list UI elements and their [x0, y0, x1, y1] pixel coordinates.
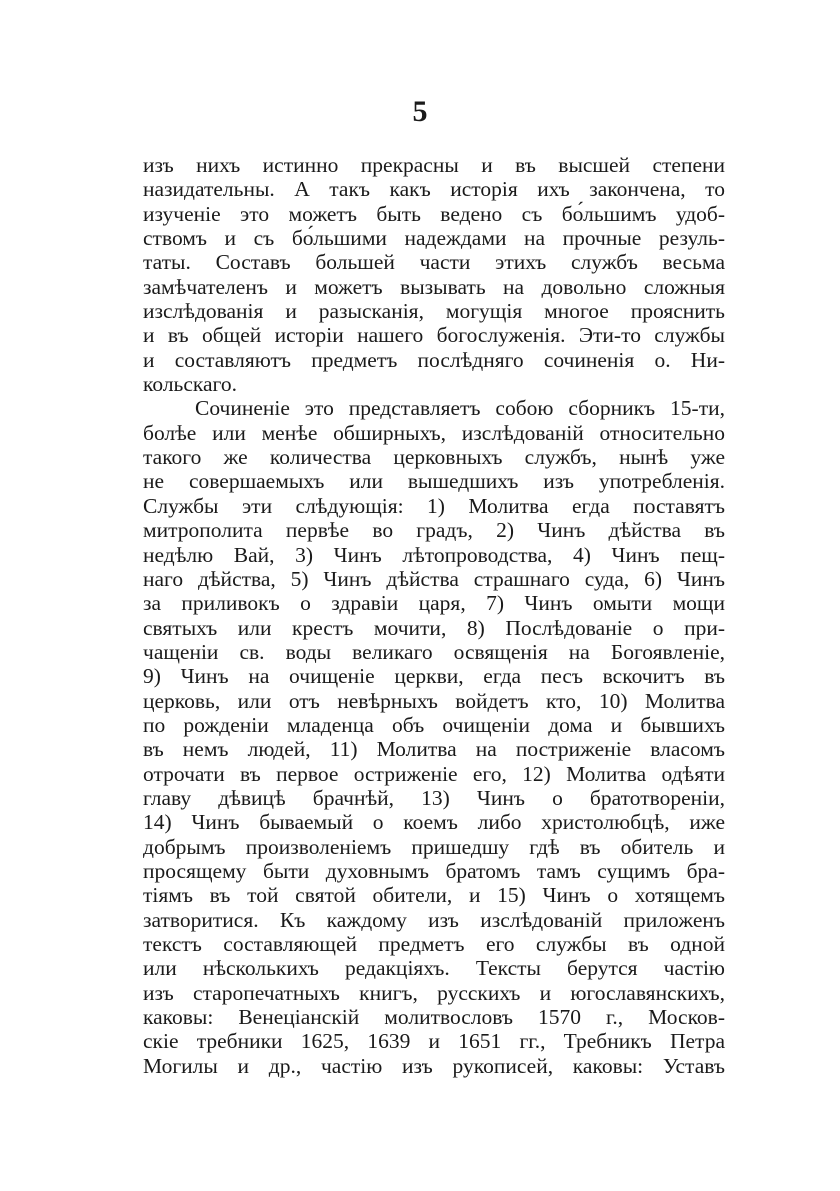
text-line: наго дѣйства, 5) Чинъ дѣйства страшнаго суда, 6) Чинъ	[143, 566, 725, 591]
text-line: по рожденіи младенца объ очищеніи дома и бывшихъ	[143, 712, 725, 737]
text-line: болѣе или менѣе обширныхъ, изслѣдованій относительно	[143, 420, 725, 445]
text-line: такого же количества церковныхъ службъ, нынѣ уже	[143, 445, 725, 470]
text-line: церковь, или отъ невѣрныхъ войдетъ кто, 10) Молитва	[143, 688, 725, 713]
text-line: 9) Чинъ на очищеніе церкви, егда песъ вскочитъ въ	[143, 664, 725, 689]
text-line: и въ общей исторіи нашего богослуженія. Эти-то службы	[143, 323, 725, 348]
text-line: замѣчателенъ и можетъ вызывать на довольно сложныя	[143, 274, 725, 299]
text-line: назидательны. А такъ какъ исторія ихъ закончена, то	[143, 177, 725, 202]
text-line: каковы: Венеціанскій молитвословъ 1570 г., Москов-	[143, 1005, 725, 1030]
paragraph	[143, 153, 725, 396]
text-line: скіе требники 1625, 1639 и 1651 гг., Требникъ Петра	[143, 1029, 725, 1054]
text-line: митрополита первѣе во градъ, 2) Чинъ дѣйства въ	[143, 518, 725, 543]
text-line: за приливокъ о здравіи царя, 7) Чинъ омыти мощи	[143, 591, 725, 616]
text-line: Сочиненіе это представляетъ собою сборникъ 15-ти,	[195, 396, 725, 421]
text-line: чащеніи св. воды великаго освященія на Богоявленіе,	[143, 639, 725, 664]
text-line: святыхъ или крестъ мочити, 8) Послѣдованіе о при-	[143, 615, 725, 640]
text-line: или нѣсколькихъ редакціяхъ. Тексты берутся частію	[143, 956, 725, 981]
text-line: отрочати въ первое остриженіе его, 12) Молитва одѣяти	[143, 761, 725, 786]
text-line: кольскаго.	[143, 372, 237, 397]
text-line: просящему быти духовнымъ братомъ тамъ сущимъ бра-	[143, 858, 725, 883]
body-text	[143, 153, 725, 1078]
text-line: 14) Чинъ бываемый о коемъ либо христолюбцѣ, иже	[143, 810, 725, 835]
text-line: не совершаемыхъ или вышедшихъ изъ употребленія.	[143, 469, 725, 494]
text-line: Могилы и др., частію изъ рукописей, каковы: Уставъ	[143, 1053, 725, 1078]
text-line: изъ старопечатныхъ книгъ, русскихъ и югославянскихъ,	[143, 980, 725, 1005]
text-line: добрымъ произволеніемъ пришедшу гдѣ въ обитель и	[143, 834, 725, 859]
text-line: изслѣдованія и разысканія, могущія многое прояснить	[143, 299, 725, 324]
text-line: въ немъ людей, 11) Молитва на постриженіе власомъ	[143, 737, 725, 762]
text-line: текстъ составляющей предметъ его службы въ одной	[143, 932, 725, 956]
text-line: ствомъ и съ бо́льшими надеждами на прочные резуль-	[143, 226, 725, 251]
text-line: таты. Составъ большей части этихъ службъ весьма	[143, 250, 725, 275]
paragraph	[143, 396, 725, 1078]
text-line: затворитися. Къ каждому изъ изслѣдованій приложенъ	[143, 907, 725, 932]
text-line: изъ нихъ истинно прекрасны и въ высшей степени	[143, 153, 725, 177]
text-line: тіямъ въ той святой обители, и 15) Чинъ о хотящемъ	[143, 883, 725, 908]
text-line: изученіе это можетъ быть ведено съ бо́льшимъ удоб-	[143, 201, 725, 226]
text-line: главу дѣвицѣ брачнѣй, 13) Чинъ о братотвореніи,	[143, 785, 725, 810]
text-line: недѣлю Вай, 3) Чинъ лѣтопроводства, 4) Чинъ пещ-	[143, 542, 725, 567]
text-line: Службы эти слѣдующія: 1) Молитва егда поставятъ	[143, 493, 725, 518]
page-number: 5	[412, 95, 428, 128]
text-line: и составляютъ предметъ послѣдняго сочиненія о. Ни-	[143, 347, 725, 372]
